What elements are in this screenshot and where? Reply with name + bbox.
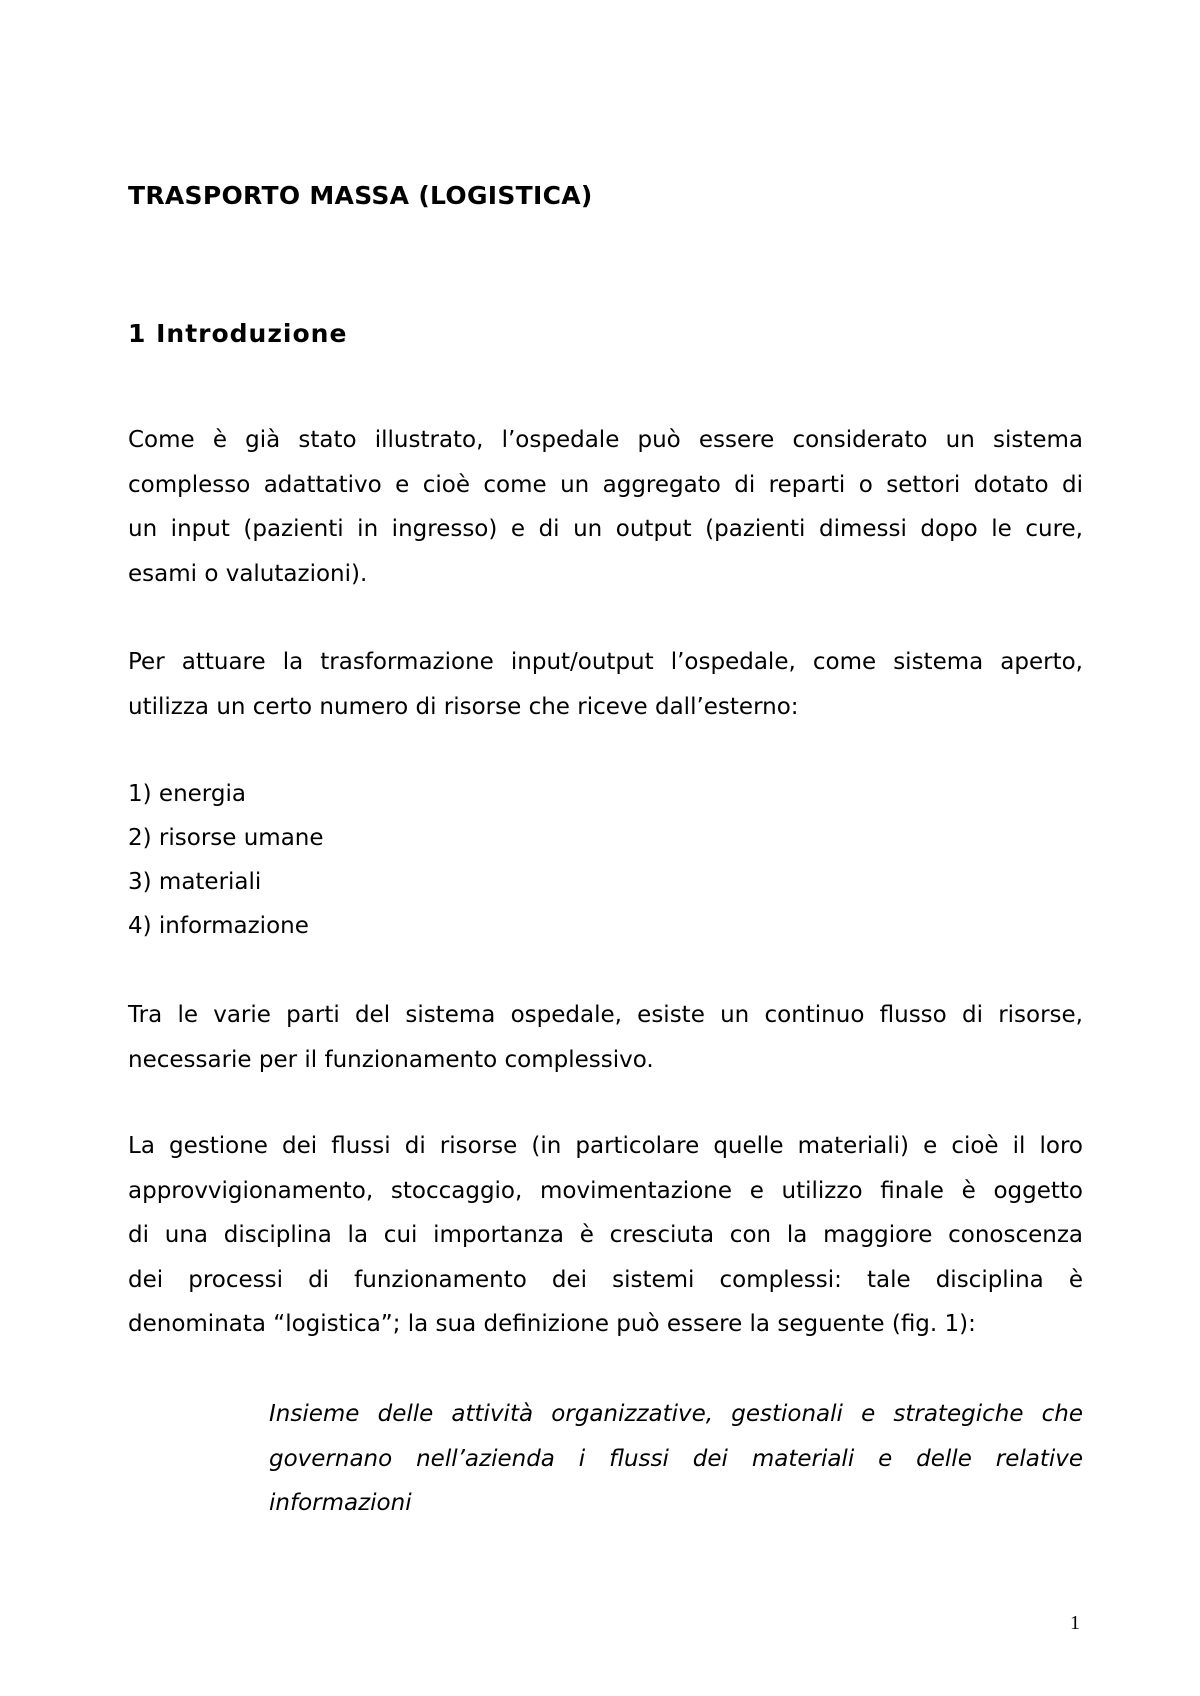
paragraph-line: un input (pazienti in ingresso) e di un output (pazienti dimessi dopo le cure, <box>128 516 1083 542</box>
resources-list <box>128 772 324 948</box>
paragraph-line: necessarie per il funzionamento complessivo. <box>128 1046 654 1073</box>
list-item: 4) informazione <box>128 913 309 939</box>
page-number: 1 <box>1070 1612 1080 1634</box>
definition-quote <box>269 1392 1083 1526</box>
paragraph-line: complesso adattativo e cioè come un aggregato di reparti o settori dotato di <box>128 471 1083 498</box>
paragraph-line: approvvigionamento, stoccaggio, movimentazione e utilizzo finale è oggetto <box>128 1177 1083 1204</box>
section-heading: 1 Introduzione <box>128 319 348 348</box>
paragraph-resource-flow <box>128 993 1083 1082</box>
paragraph-line: Tra le varie parti del sistema ospedale, esiste un continuo flusso di risorse, <box>128 1002 1083 1028</box>
paragraph-line: Come è già stato illustrato, l’ospedale può essere considerato un sistema <box>128 427 1083 453</box>
paragraph-resources-intro <box>128 640 1083 729</box>
paragraph-line: utilizza un certo numero di risorse che riceve dall’esterno: <box>128 693 799 720</box>
paragraph-line: La gestione dei flussi di risorse (in particolare quelle materiali) e cioè il loro <box>128 1133 1083 1159</box>
paragraph-line: Per attuare la trasformazione input/output l’ospedale, come sistema aperto, <box>128 649 1083 675</box>
paragraph-logistics-definition <box>128 1124 1083 1347</box>
list-item: 2) risorse umane <box>128 825 324 851</box>
quote-line: governano nell’azienda i flussi dei materiali e delle relative <box>269 1445 1083 1472</box>
paragraph-line: dei processi di funzionamento dei sistemi complessi: tale disciplina è <box>128 1266 1083 1293</box>
quote-line: Insieme delle attività organizzative, gestionali e strategiche che <box>269 1401 1083 1427</box>
paragraph-line: esami o valutazioni). <box>128 560 368 587</box>
list-item: 3) materiali <box>128 869 262 895</box>
paragraph-line: denominata “logistica”; la sua definizione può essere la seguente (fig. 1): <box>128 1311 976 1337</box>
list-item: 1) energia <box>128 781 246 807</box>
paragraph-introduction <box>128 418 1083 596</box>
paragraph-line: di una disciplina la cui importanza è cresciuta con la maggiore conoscenza <box>128 1222 1083 1248</box>
quote-line: informazioni <box>269 1490 412 1516</box>
document-title: TRASPORTO MASSA (LOGISTICA) <box>128 181 593 210</box>
